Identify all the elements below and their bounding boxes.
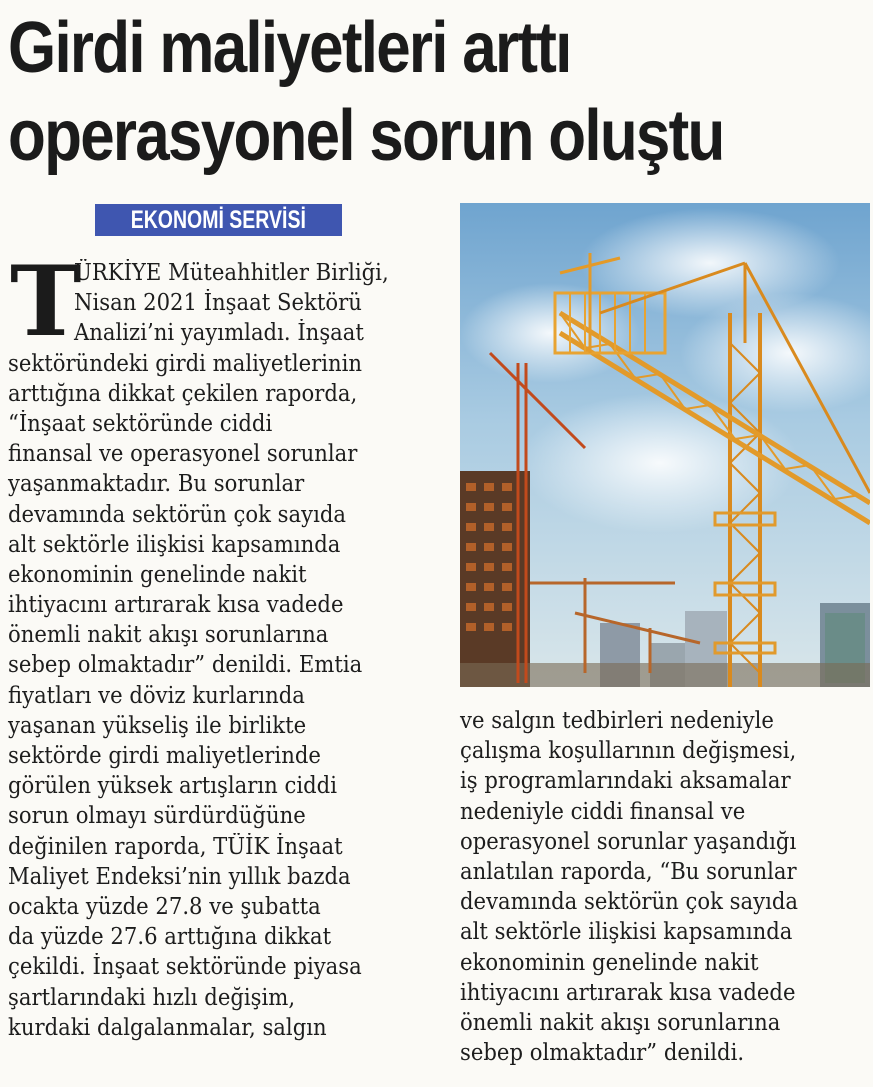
body-right-line-text: anlatılan raporda, “Bu sorunlar: [460, 858, 797, 885]
body-left-line-text: ekonominin genelinde nakit: [8, 561, 307, 588]
body-right-line-text: iş programlarındaki aksamalar: [460, 768, 791, 795]
body-left-line: [8, 1013, 448, 1043]
body-left-line: [8, 983, 448, 1013]
drop-cap: T: [10, 245, 82, 358]
body-left-line: [8, 832, 448, 862]
construction-cranes-image: [460, 203, 870, 687]
body-left-line-text: şartlarındaki hızlı değişim,: [8, 984, 296, 1011]
body-right-line-text: operasyonel sorunlar yaşandığı: [460, 828, 797, 855]
body-left-line-text: finansal ve operasyonel sorunlar: [8, 441, 358, 468]
body-left-line: [8, 500, 448, 530]
body-left-line-text: sebep olmaktadır” denildi. Emtia: [8, 652, 363, 679]
body-left-line-text: devamında sektörün çok sayıda: [8, 501, 347, 528]
body-left-line: [8, 681, 448, 711]
body-left-line-text: “İnşaat sektöründe ciddi: [8, 410, 273, 437]
body-right-line: [460, 917, 870, 947]
body-left-line: [8, 530, 448, 560]
body-right-line: [460, 948, 870, 978]
body-left-line: [8, 590, 448, 620]
body-right-line-text: nedeniyle ciddi finansal ve: [460, 798, 746, 825]
body-left-line-text: ocakta yüzde 27.8 ve şubatta: [8, 893, 321, 920]
body-left-line-text: sorun olmayı sürdürdüğüne: [8, 803, 306, 830]
body-left-line-text: alt sektörle ilişkisi kapsamında: [8, 531, 341, 558]
body-left-line: [8, 711, 448, 741]
body-left-line-text: çekildi. İnşaat sektöründe piyasa: [8, 954, 362, 981]
body-left-line-text: Nisan 2021 İnşaat Sektörü: [74, 290, 362, 317]
body-left-line: [8, 409, 448, 439]
body-left-line-text: sektörde girdi maliyetlerinde: [8, 743, 321, 769]
body-right-line: [460, 978, 870, 1008]
body-left-line: [8, 560, 448, 590]
body-left-line-text: değinilen raporda, TÜİK İnşaat: [8, 833, 343, 860]
body-left-line: [8, 771, 448, 801]
body-left-line: [8, 922, 448, 952]
body-right-line: [460, 887, 870, 917]
body-left-line: [8, 892, 448, 922]
body-left-line: [8, 650, 448, 680]
body-right-line: [460, 1008, 870, 1038]
body-right-line: [460, 706, 870, 736]
body-left-line: [8, 952, 448, 982]
headline-line-2: operasyonel sorun oluştu: [8, 96, 724, 176]
body-left-line: [8, 801, 448, 831]
byline-badge: [95, 204, 342, 236]
body-right-line: [460, 827, 870, 857]
body-left-line: [8, 439, 448, 469]
body-left-line-text: yaşanan yükseliş ile birlikte: [8, 712, 307, 739]
body-right-line-text: ihtiyacını artırarak kısa vadede: [460, 979, 796, 1006]
body-left-line-text: önemli nakit akışı sorunlarına: [8, 622, 329, 649]
article-column-right: [460, 706, 870, 1068]
body-right-line-text: ekonominin genelinde nakit: [460, 949, 759, 976]
body-left-line: [8, 379, 448, 409]
body-right-line: [460, 857, 870, 887]
body-right-line-text: önemli nakit akışı sorunlarına: [460, 1009, 781, 1036]
body-left-line: [8, 469, 448, 499]
body-right-line-text: çalışma koşullarının değişmesi,: [460, 738, 797, 765]
body-left-line: [8, 862, 448, 892]
body-right-line: [460, 766, 870, 796]
headline-line-1: Girdi maliyetleri arttı: [8, 8, 571, 88]
body-left-line-text: ÜRKİYE Müteahhitler Birliği,: [74, 260, 389, 286]
body-right-line: [460, 797, 870, 827]
body-right-line: [460, 736, 870, 766]
body-left-line: [8, 741, 448, 771]
body-left-line: [8, 318, 448, 348]
body-left-line-text: sektöründeki girdi maliyetlerinin: [8, 350, 363, 377]
body-right-line-text: sebep olmaktadır” denildi.: [460, 1040, 745, 1067]
construction-cranes-photo: [460, 203, 870, 687]
body-left-line-text: arttığına dikkat çekilen raporda,: [8, 380, 358, 407]
body-left-line-text: görülen yüksek artışların ciddi: [8, 773, 337, 800]
body-left-line: [8, 349, 448, 379]
article-column-left: [8, 245, 448, 1043]
body-right-line-text: alt sektörle ilişkisi kapsamında: [460, 919, 793, 946]
byline-text: EKONOMİ SERVİSİ: [130, 206, 307, 234]
body-left-line-text: fiyatları ve döviz kurlarında: [8, 682, 305, 709]
body-left-line-text: Maliyet Endeksi’nin yıllık bazda: [8, 863, 351, 890]
body-left-line-text: kurdaki dalgalanmalar, salgın: [8, 1014, 327, 1041]
body-right-line-text: devamında sektörün çok sayıda: [460, 889, 799, 916]
body-left-line: [8, 620, 448, 650]
headline: [8, 4, 749, 180]
body-left-line-text: ihtiyacını artırarak kısa vadede: [8, 592, 344, 619]
body-left-line: [8, 258, 448, 288]
body-right-line: [460, 1038, 870, 1068]
body-left-line: [8, 288, 448, 318]
body-left-line-text: Analizi’ni yayımladı. İnşaat: [74, 320, 364, 347]
body-left-line-text: yaşanmaktadır. Bu sorunlar: [8, 471, 305, 498]
body-right-line-text: ve salgın tedbirleri nedeniyle: [460, 708, 774, 734]
body-left-line-text: da yüzde 27.6 arttığına dikkat: [8, 924, 332, 951]
